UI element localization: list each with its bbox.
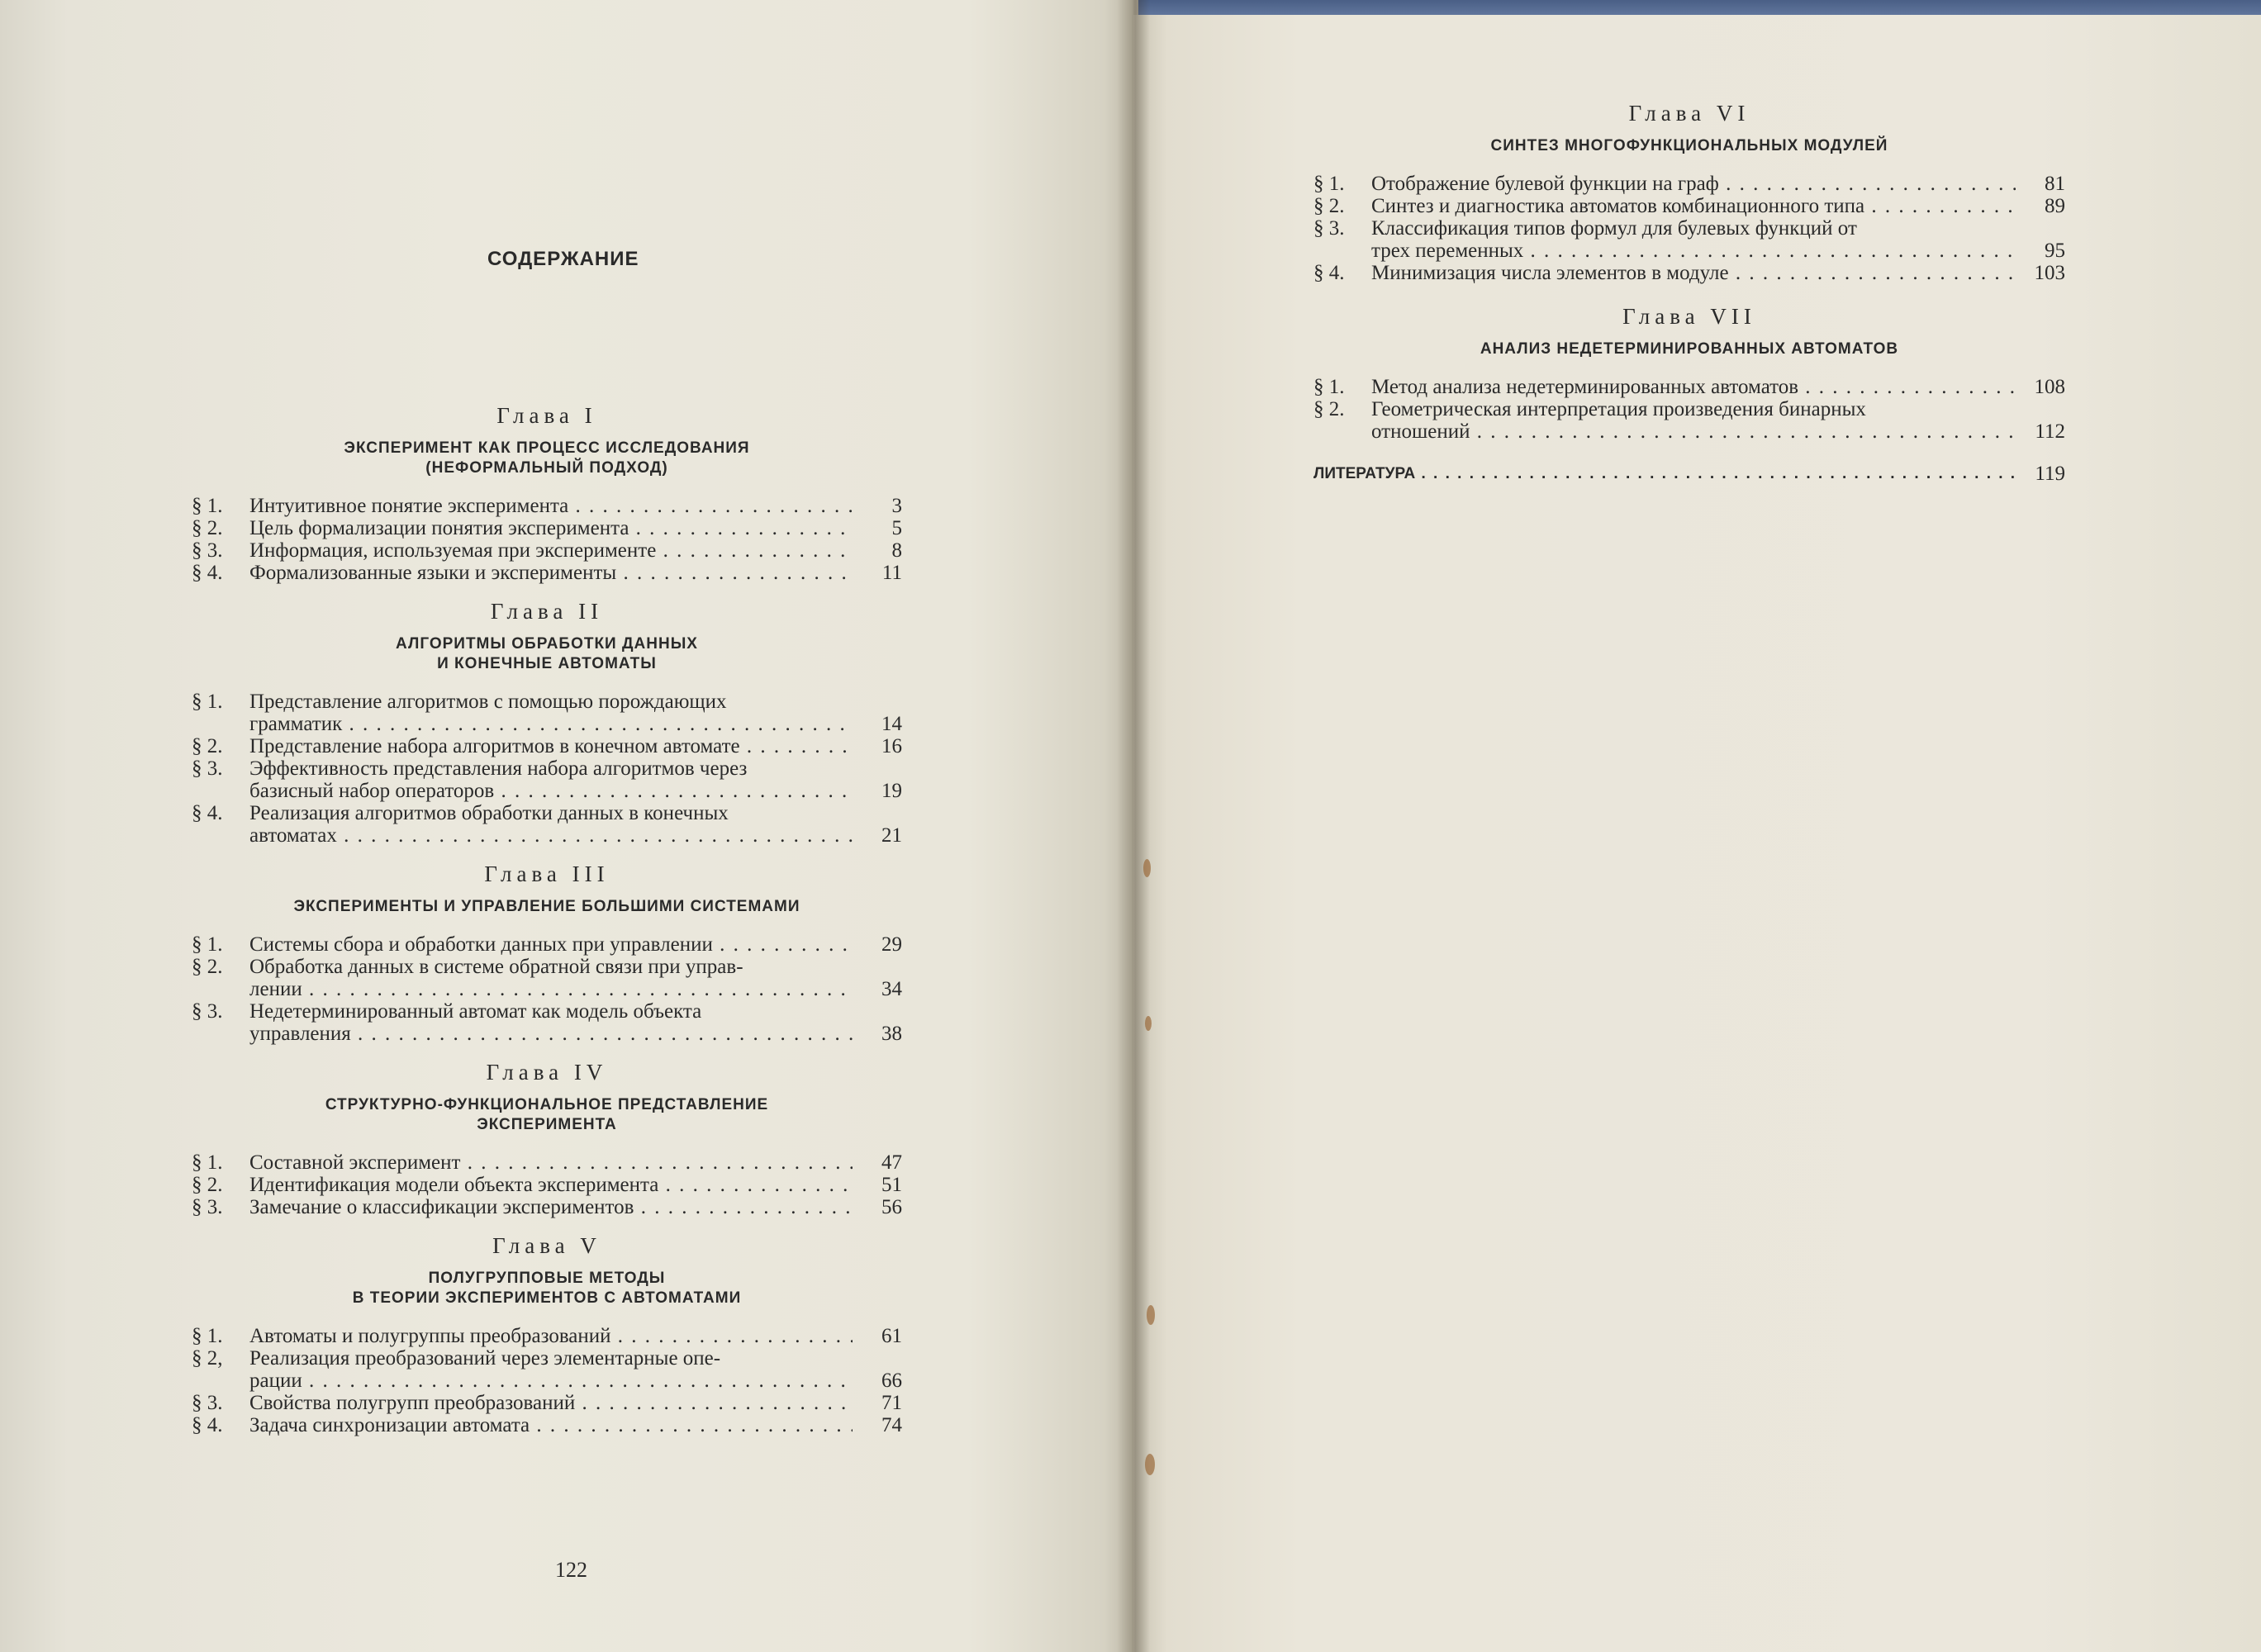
entry-page-number: 19 [881,780,902,802]
entry-title-continuation: рации . . . [249,1370,853,1392]
chapter-block [192,599,902,847]
toc-entry-continuation [192,824,902,847]
entry-title: Реализация преобразований через элементарные опе- [249,1347,721,1370]
entry-title: Обработка данных в системе обратной связи при управ- [249,956,743,978]
section-number: § 3. [192,1392,223,1414]
book-gutter [1117,0,1150,1652]
section-number: § 1. [192,1325,223,1347]
entry-page-number: 103 [2034,262,2065,284]
entry-page-number: 56 [881,1196,902,1218]
toc-entry [1313,195,2065,217]
chapter-label: Глава V [492,1233,601,1258]
entry-title: Классификация типов формул для булевых функций от [1371,217,1857,240]
toc-entry [192,1000,902,1023]
toc-entry-continuation [1313,420,2065,443]
section-number: § 4. [192,1414,223,1436]
entry-title-continuation: трех переменных . . . [1371,240,2016,262]
entry-title: Системы сбора и обработки данных при управлении . . . [249,933,853,956]
section-number: § 1. [192,691,223,713]
entry-page-number: 112 [2035,420,2065,443]
entry-page-number: 61 [881,1325,902,1347]
entry-page-number: 5 [891,517,902,539]
chapter-title: СИНТЕЗ МНОГОФУНКЦИОНАЛЬНЫХ МОДУЛЕЙ [1490,137,1888,154]
toc-entry [1313,376,2065,398]
entry-page-number: 11 [881,562,902,584]
entry-page-number: 95 [2045,240,2065,262]
toc-entry [1313,217,2065,240]
entry-title: Эффективность представления набора алгоритмов через [249,757,748,780]
section-number: § 3. [1313,217,1345,240]
entry-page-number: 74 [881,1414,902,1436]
section-number: § 3. [192,539,223,562]
entry-page-number: 8 [891,539,902,562]
entry-title-continuation: грамматик . . . [249,713,853,735]
foxing-spot [1143,859,1151,877]
entry-title-continuation: отношений . . . [1371,420,2016,443]
section-number: § 2. [192,517,223,539]
chapter-title: СТРУКТУРНО-ФУНКЦИОНАЛЬНОЕ ПРЕДСТАВЛЕНИЕ ЭКСПЕРИМЕНТА [325,1096,769,1133]
entry-title: Информация, используемая при эксперименте . . . [249,539,853,562]
entry-title-continuation: управления . . . [249,1023,853,1045]
chapter-label: Глава VII [1622,304,1756,329]
entry-page-number: 47 [881,1151,902,1174]
section-number: § 2. [192,1174,223,1196]
toc-entry-continuation [192,1023,902,1045]
toc-entry [192,1151,902,1174]
entry-page-number: 3 [891,495,902,517]
right-toc-column [1313,101,2065,485]
chapter-label: Глава III [484,862,610,886]
entry-title: Геометрическая интерпретация произведения бинарных [1371,398,1866,420]
toc-entry [192,1174,902,1196]
entry-title: Замечание о классификации экспериментов . . . [249,1196,853,1218]
entry-title: Составной эксперимент . . . [249,1151,853,1174]
entry-page-number: 21 [881,824,902,847]
entry-page-number: 71 [881,1392,902,1414]
entry-page-number: 89 [2045,195,2065,217]
section-number: § 1. [1313,376,1345,398]
entry-title-continuation: лении . . . [249,978,853,1000]
toc-entry-continuation [192,780,902,802]
entry-page-number: 66 [881,1370,902,1392]
section-number: § 4. [192,562,223,584]
section-number: § 2. [192,735,223,757]
entry-title: Отображение булевой функции на граф . . . [1371,173,2016,195]
left-toc-column [192,403,902,1451]
toc-entry [192,517,902,539]
foxing-spot [1145,1016,1152,1031]
toc-entry-continuation [192,978,902,1000]
chapter-title: ЭКСПЕРИМЕНТЫ И УПРАВЛЕНИЕ БОЛЬШИМИ СИСТЕМАМИ [293,898,800,915]
entry-title: Цель формализации понятия эксперимента . . . [249,517,853,539]
toc-entry-continuation [192,713,902,735]
entry-title: Синтез и диагностика автоматов комбинационного типа . . . [1371,195,2016,217]
entry-title: Представление набора алгоритмов в конечном автомате . . . [249,735,853,757]
section-number: § 3. [192,757,223,780]
section-number: § 1. [192,495,223,517]
entry-title: Недетерминированный автомат как модель объекта [249,1000,702,1023]
section-number: § 3. [192,1000,223,1023]
entry-title-continuation: базисный набор операторов . . . [249,780,853,802]
chapter-title: АНАЛИЗ НЕДЕТЕРМИНИРОВАННЫХ АВТОМАТОВ [1480,340,1899,358]
entry-title: Интуитивное понятие эксперимента . . . [249,495,853,517]
toc-entry [192,562,902,584]
section-number: § 4. [1313,262,1345,284]
entry-page-number: 29 [881,933,902,956]
section-number: § 2. [1313,195,1345,217]
toc-entry [192,956,902,978]
toc-entry [192,495,902,517]
section-number: § 4. [192,802,223,824]
literature-entry [1313,463,2065,485]
entry-title: Метод анализа недетерминированных автоматов . . . [1371,376,2016,398]
toc-entry [1313,262,2065,284]
toc-entry [192,1347,902,1370]
section-number: § 2, [192,1347,223,1370]
toc-entry [192,691,902,713]
entry-title: Автоматы и полугруппы преобразований . . . [249,1325,853,1347]
toc-entry [192,802,902,824]
chapter-title: ПОЛУГРУППОВЫЕ МЕТОДЫ В ТЕОРИИ ЭКСПЕРИМЕНТОВ С АВТОМАТАМИ [352,1270,742,1307]
chapter-label: Глава II [490,599,604,624]
chapter-label: Глава IV [486,1060,608,1085]
entry-title: Реализация алгоритмов обработки данных в конечных [249,802,729,824]
entry-title: Представление алгоритмов с помощью порождающих [249,691,727,713]
entry-page-number: 16 [881,735,902,757]
entry-title: Задача синхронизации автомата . . . [249,1414,853,1436]
entry-page-number: 81 [2045,173,2065,195]
chapter-block [1313,304,2065,443]
chapter-block [1313,101,2065,284]
toc-entry [192,1196,902,1218]
section-number: § 2. [1313,398,1345,420]
chapter-title: АЛГОРИТМЫ ОБРАБОТКИ ДАННЫХ И КОНЕЧНЫЕ АВТОМАТЫ [396,635,698,672]
toc-entry [192,735,902,757]
chapter-block [192,1060,902,1218]
toc-entry [1313,173,2065,195]
toc-entry [192,1325,902,1347]
toc-entry [192,1392,902,1414]
entry-title: Формализованные языки и эксперименты . . . [249,562,853,584]
entry-title: Минимизация числа элементов в модуле . . . [1371,262,2016,284]
toc-entry [192,933,902,956]
chapter-label: Глава I [496,403,597,428]
toc-heading: СОДЕРЖАНИЕ [487,248,639,270]
toc-entry [1313,398,2065,420]
toc-entry-continuation [192,1370,902,1392]
chapter-block [192,862,902,1045]
section-number: § 1. [1313,173,1345,195]
toc-entry [192,1414,902,1436]
entry-title-continuation: автоматах . . . [249,824,853,847]
entry-page-number: 108 [2034,376,2065,398]
foxing-spot [1147,1305,1155,1325]
section-number: § 1. [192,933,223,956]
chapter-label: Глава VI [1628,101,1750,126]
toc-entry [192,539,902,562]
entry-title: Свойства полугрупп преобразований . . . [249,1392,853,1414]
literature-page-number: 119 [2035,463,2065,485]
entry-page-number: 34 [881,978,902,1000]
right-page [1133,15,2261,1652]
entry-page-number: 14 [881,713,902,735]
toc-entry [192,757,902,780]
chapter-title: ЭКСПЕРИМЕНТ КАК ПРОЦЕСС ИССЛЕДОВАНИЯ (НЕФОРМАЛЬНЫЙ ПОДХОД) [344,439,750,477]
page-number: 122 [555,1558,587,1582]
section-number: § 2. [192,956,223,978]
toc-entry-continuation [1313,240,2065,262]
section-number: § 1. [192,1151,223,1174]
entry-title: Идентификация модели объекта эксперимента . . . [249,1174,853,1196]
chapter-block [192,403,902,584]
entry-page-number: 51 [881,1174,902,1196]
literature-label: ЛИТЕРАТУРА . . . [1313,463,2016,485]
section-number: § 3. [192,1196,223,1218]
entry-page-number: 38 [881,1023,902,1045]
chapter-block [192,1233,902,1436]
foxing-spot [1145,1454,1155,1475]
